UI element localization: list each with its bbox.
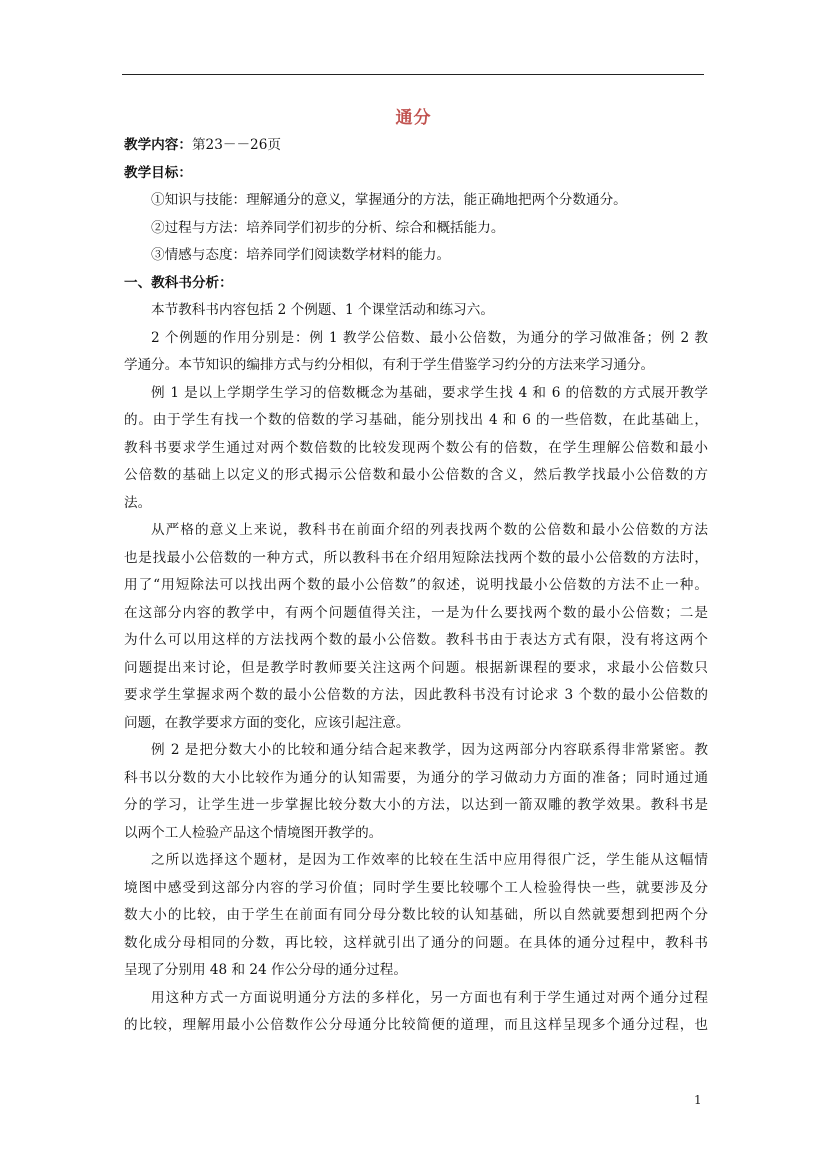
body-line: 问题，在教学要求方面的变化，应该引起注意。 xyxy=(124,714,410,731)
body-line: 数大小的比较，由于学生在前面有同分母分数比较的认知基础，所以自然就要想到把两个分 xyxy=(124,907,708,923)
body-line: 本节教科书内容包括 2 个例题、1 个课堂活动和练习六。 xyxy=(151,302,494,318)
body-line: 为什么可以用这样的方法找两个数的最小公倍数。教科书由于表达方式有限，没有将这两个 xyxy=(124,632,708,648)
content-value: 第23－－26页 xyxy=(191,137,281,153)
section-heading: 一、教科书分析： xyxy=(124,274,233,291)
body-line: 的。由于学生有找一个数的倍数的学习基础，能分别找出 4 和 6 的一些倍数，在此基础上， xyxy=(124,412,708,428)
body-line: 之所以选择这个题材，是因为工作效率的比较在生活中应用得很广泛，学生能从这幅情 xyxy=(151,852,708,868)
page-number: 1 xyxy=(694,1093,702,1107)
body-line: 呈现了分别用 48 和 24 作公分母的通分过程。 xyxy=(124,962,407,978)
goal-item: ②过程与方法：培养同学们初步的分析、综合和概括能力。 xyxy=(151,219,505,236)
body-line: 2 个例题的作用分别是：例 1 教学公倍数、最小公倍数，为通分的学习做准备；例 2 教 xyxy=(151,329,708,346)
header-rule xyxy=(122,74,704,75)
body-line: 也是找最小公倍数的一种方式，所以教科书在介绍用短除法找两个数的最小公倍数的方法时， xyxy=(124,549,708,566)
body-line: 法。 xyxy=(124,494,152,511)
document-title: 通分 xyxy=(395,108,432,128)
content-row xyxy=(124,132,708,160)
goal-item: ③情感与态度：培养同学们阅读数学材料的能力。 xyxy=(151,247,451,263)
goal-item: ①知识与技能：理解通分的意义，掌握通分的方法，能正确地把两个分数通分。 xyxy=(151,192,627,208)
body-line: 要求学生掌握求两个数的最小公倍数的方法，因此教科书没有讨论求 3 个数的最小公倍数的 xyxy=(124,687,708,703)
body-line: 分的学习，让学生进一步掌握比较分数大小的方法，以达到一箭双雕的教学效果。教科书是 xyxy=(124,797,708,813)
content-label: 教学内容： xyxy=(124,137,192,153)
body-line: 用这种方式一方面说明通分方法的多样化，另一方面也有利于学生通过对两个通分过程 xyxy=(151,989,708,1006)
body-line: 例 1 是以上学期学生学习的倍数概念为基础，要求学生找 4 和 6 的倍数的方式展开教学 xyxy=(151,384,708,401)
body-line: 学通分。本节知识的编排方式与约分相似，有利于学生借鉴学习约分的方法来学习通分。 xyxy=(124,357,655,373)
body-line: 以两个工人检验产品这个情境图开教学的。 xyxy=(124,824,383,841)
body-line: 从严格的意义上来说，教科书在前面介绍的列表找两个数的公倍数和最小公倍数的方法 xyxy=(151,522,708,538)
goals-label: 教学目标： xyxy=(124,164,192,181)
body-line: 科书以分数的大小比较作为通分的认知需要，为通分的学习做动力方面的准备；同时通过通 xyxy=(124,769,708,786)
body-line: 的比较，理解用最小公倍数作公分母通分比较简便的道理，而且这样呈现多个通分过程，也 xyxy=(124,1017,708,1033)
body-line: 例 2 是把分数大小的比较和通分结合起来教学，因为这两部分内容联系得非常紧密。教 xyxy=(151,742,708,758)
body-line: 境图中感受到这部分内容的学习价值；同时学生要比较哪个工人检验得快一些，就要涉及分 xyxy=(124,879,708,896)
document-body xyxy=(124,132,708,1040)
body-line: 用了“用短除法可以找出两个数的最小公倍数”的叙述，说明找最小公倍数的方法不止一种。 xyxy=(124,577,708,593)
body-line: 问题提出来讨论，但是教学时教师要关注这两个问题。根据新课程的要求，求最小公倍数只 xyxy=(124,659,708,676)
body-line: 公倍数的基础上以定义的形式揭示公倍数和最小公倍数的含义，然后教学找最小公倍数的方 xyxy=(124,467,708,483)
body-line: 在这部分内容的教学中，有两个问题值得关注，一是为什么要找两个数的最小公倍数；二是 xyxy=(124,604,708,621)
body-line: 数化成分母相同的分数，再比较，这样就引出了通分的问题。在具体的通分过程中，教科书 xyxy=(124,934,708,951)
body-line: 教科书要求学生通过对两个数倍数的比较发现两个数公有的倍数，在学生理解公倍数和最小 xyxy=(124,439,708,456)
